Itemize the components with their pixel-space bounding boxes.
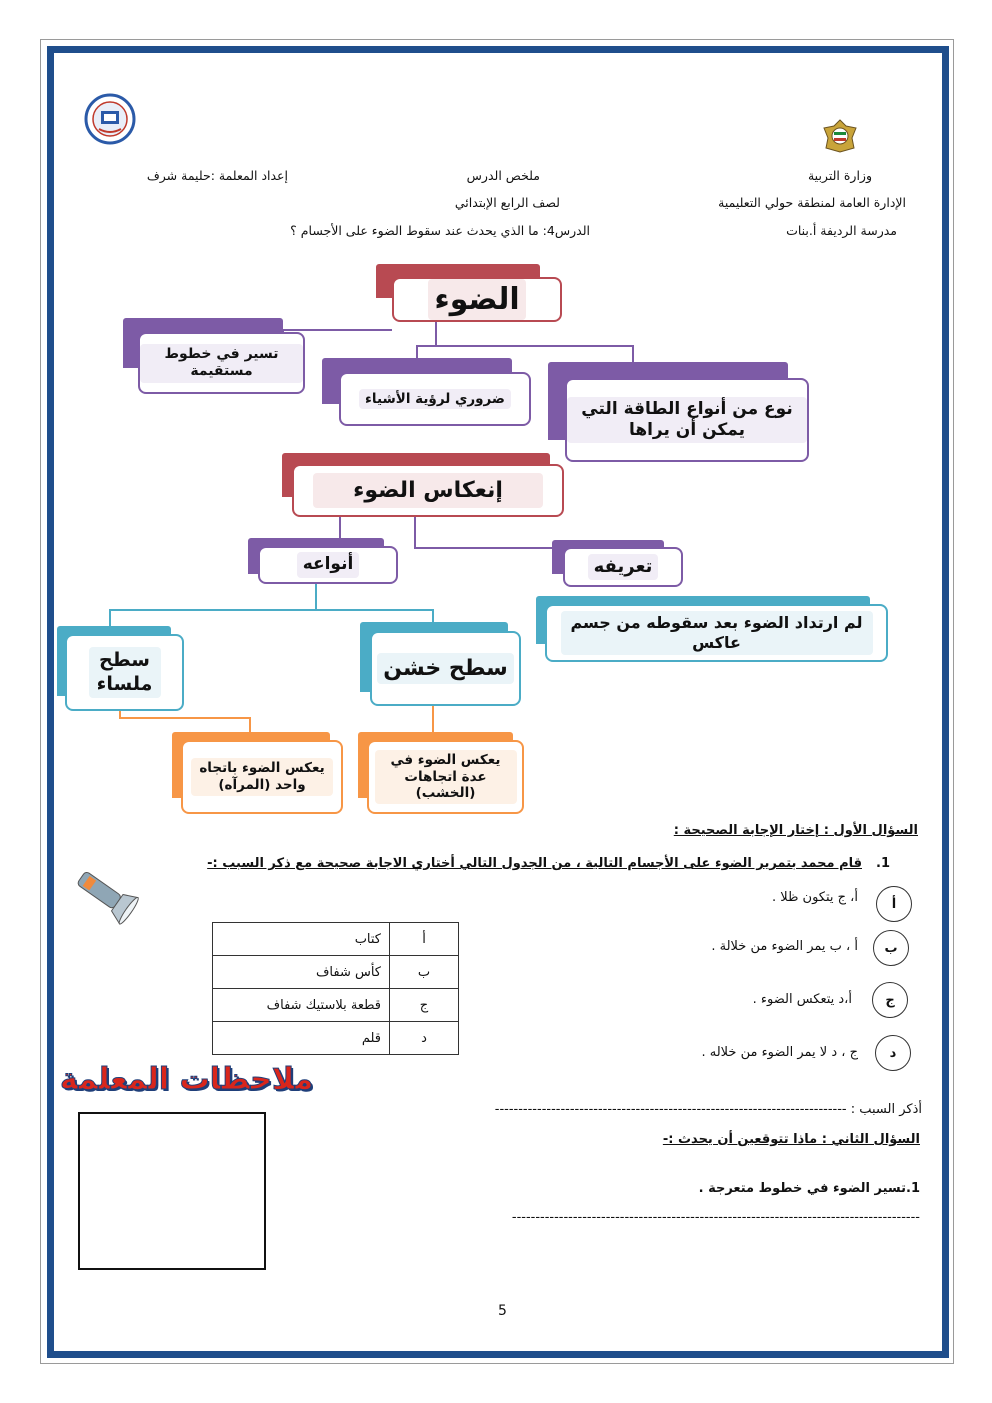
smooth-desc-label: يعكس الضوء باتجاه واحد (المرآه) — [191, 758, 333, 796]
lesson-summary-label: ملخص الدرس — [466, 168, 540, 183]
directorate-label: الإدارة العامة لمنطقة حولي التعليمية — [718, 195, 906, 210]
smooth-box — [65, 634, 184, 711]
types-label: أنواعه — [297, 552, 360, 577]
necessary-box — [339, 372, 531, 426]
choice-d-circle[interactable]: د — [875, 1035, 911, 1071]
light-label: الضوء — [428, 279, 525, 321]
energy-box — [565, 378, 809, 462]
rough-desc-box — [367, 740, 524, 814]
choice-a-text: أ، ج يتكون ظلا . — [772, 890, 858, 905]
table-cell-object: كأس شفاف — [213, 956, 390, 989]
table-cell-object: كتاب — [213, 923, 390, 956]
table-row — [213, 989, 459, 1022]
straight-label: تسير في خطوط مستقيمة — [140, 344, 303, 383]
question-one-title: السؤال الأول : إختار الإجابة الصحيحة : — [673, 823, 918, 838]
types-box — [258, 546, 398, 584]
grade-label: لصف الرابع الإبتدائي — [454, 195, 560, 210]
question-two-title: السؤال الثاني : ماذا تتوقعين أن يحدث :- — [662, 1132, 920, 1147]
teacher-notes-title: ملاحظات المعلمة — [60, 1062, 314, 1097]
reason-line[interactable]: أذكر السبب : --------------------------------------------------------------------------- — [494, 1102, 922, 1117]
table-cell-letter: ج — [390, 989, 459, 1022]
definition-title-box — [563, 547, 683, 587]
table-row — [213, 923, 459, 956]
choice-b-circle[interactable]: ب — [873, 930, 909, 966]
choice-d-text: ج ، د لا يمر الضوء من خلاله . — [701, 1045, 858, 1060]
choice-c-circle[interactable]: ج — [872, 982, 908, 1018]
question-one-number: 1. — [876, 856, 890, 871]
table-cell-letter: ب — [390, 956, 459, 989]
light-box — [392, 277, 562, 322]
smooth-desc-box — [181, 740, 343, 814]
table-row — [213, 956, 459, 989]
school-label: مدرسة الرديفة أ.بنات — [786, 223, 897, 238]
lesson-title: الدرس4: ما الذي يحدث عند سقوط الضوء على الأجسام ؟ — [290, 223, 590, 238]
rough-box — [370, 631, 521, 706]
table-cell-object: قلم — [213, 1022, 390, 1055]
page-number: 5 — [498, 1303, 507, 1319]
smooth-label: سطح ملساء — [89, 647, 161, 699]
flashlight-icon — [68, 860, 148, 930]
necessary-label: ضروري لرؤية الأشياء — [359, 389, 511, 410]
rough-desc-label: يعكس الضوء في عدة اتجاهات (الخشب) — [375, 750, 517, 805]
table-cell-object: قطعة بلاستيك شفاف — [213, 989, 390, 1022]
reflection-box — [292, 464, 564, 517]
question-one-text: قام محمد بتمرير الضوء على الأجسام التالية ، من الجدول التالي أختاري الاجابة صحيحة مع ذكر السبب :- — [207, 856, 862, 871]
choice-b-text: أ ، ب يمر الضوء من خلالة . — [711, 939, 858, 954]
question-two-item: 1.تسير الضوء في خطوط متعرجة . — [698, 1181, 920, 1196]
objects-table — [212, 922, 459, 1055]
definition-label: لم ارتداد الضوء بعد سقوطه من جسم عاكس — [561, 611, 873, 655]
definition-title-label: تعريفه — [588, 554, 659, 581]
reflection-label: إنعكاس الضوء — [313, 473, 543, 509]
table-cell-letter: د — [390, 1022, 459, 1055]
teacher-label: إعداد المعلمة :حليمة شرف — [146, 168, 288, 183]
energy-label: نوع من أنواع الطاقة التي يمكن أن يراها — [567, 397, 807, 444]
choice-a-circle[interactable]: أ — [876, 886, 912, 922]
table-cell-letter: أ — [390, 923, 459, 956]
table-row — [213, 1022, 459, 1055]
teacher-notes-box[interactable] — [78, 1112, 266, 1270]
straight-box — [138, 332, 305, 394]
rough-label: سطح خشن — [377, 653, 514, 685]
ministry-label: وزارة التربية — [807, 168, 872, 183]
definition-box — [545, 604, 888, 662]
question-two-answer-line[interactable]: --------------------------------------------------------------------------------------- — [511, 1210, 920, 1225]
choice-c-text: أ،د يتعكس الضوء . — [752, 992, 852, 1007]
